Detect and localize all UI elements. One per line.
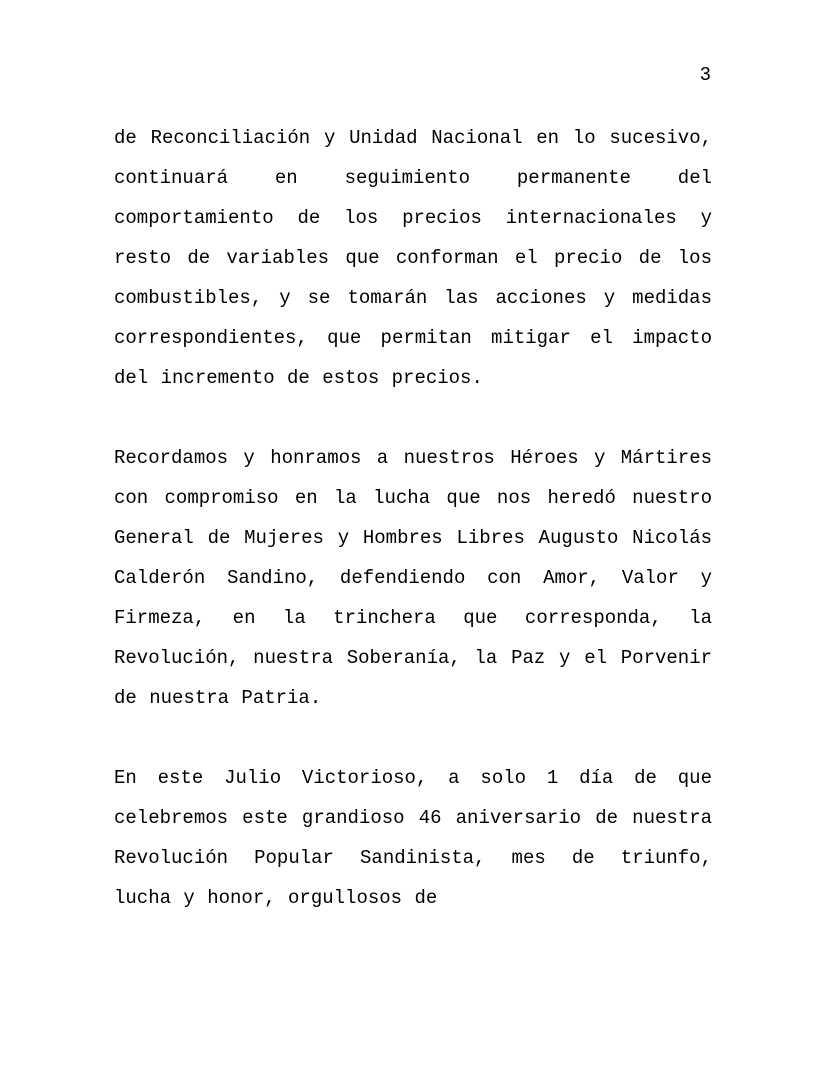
page-content — [114, 118, 712, 918]
paragraph-fuel-prices: de Reconciliación y Unidad Nacional en lo sucesivo, continuará en seguimiento permanente del comportamiento de los precios internacionales y resto de variables que conforman el precio de los combustibles, y se tomarán las acciones y medidas correspondientes, que permitan mitigar el impacto del incremento de estos precios. — [114, 127, 712, 389]
paragraph-julio-victorioso: En este Julio Victorioso, a solo 1 día de que celebremos este grandioso 46 aniversario de nuestra Revolución Popular Sandinista, mes de triunfo, lucha y honor, orgullosos de — [114, 767, 712, 909]
page-number: 3 — [699, 64, 711, 86]
paragraph-heroes-martyrs: Recordamos y honramos a nuestros Héroes y Mártires con compromiso en la lucha que nos heredó nuestro General de Mujeres y Hombres Libres Augusto Nicolás Calderón Sandino, defendiendo con Amor, Valor y Firmeza, en la trinchera que corresponda, la Revolución, nuestra Soberanía, la Paz y el Porvenir de nuestra Patria. — [114, 447, 712, 709]
